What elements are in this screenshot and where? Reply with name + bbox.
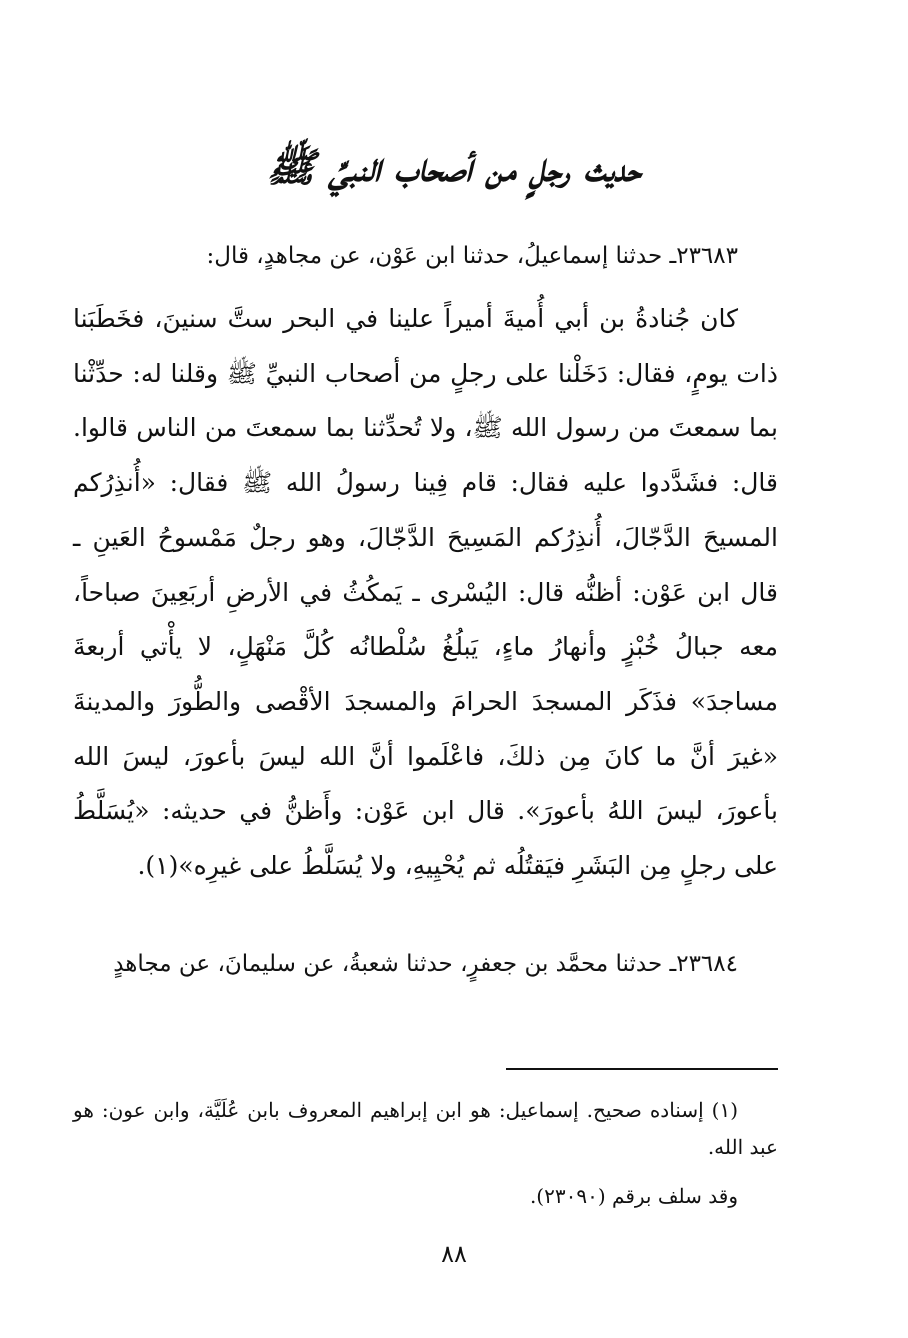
hadith-23683-isnad-text: ٢٣٦٨٣ـ حدثنا إسماعيلُ، حدثنا ابن عَوْن، عن مجاهدٍ، قال: <box>206 243 738 269</box>
page-number: ٨٨ <box>441 1240 467 1268</box>
footnotes <box>73 1092 778 1215</box>
footnote-1-reference-text: وقد سلف برقم (٢٣٠٩٠). <box>529 1184 738 1208</box>
footnote-1-reference <box>73 1178 778 1215</box>
hadith-23683-isnad <box>73 238 778 274</box>
footnote-1-text: (١) إسناده صحيح. إسماعيل: هو ابن إبراهيم المعروف بابن عُلَيَّة، وابن عون: هو عبد الله. <box>73 1098 778 1159</box>
section-title: حديث رجلٍ من أصحاب النبيِّ ﷺ <box>266 145 642 191</box>
hadith-23684-isnad <box>73 944 778 984</box>
footnote-separator <box>506 1068 778 1070</box>
footnote-1 <box>73 1092 778 1166</box>
hadith-23684-isnad-text: ٢٣٦٨٤ـ حدثنا محمَّد بن جعفرٍ، حدثنا شعبةُ، عن سليمانَ، عن مجاهدٍ <box>113 951 738 977</box>
hadith-23683-matn-text: كان جُنادةُ بن أبي أُميةَ أميراً علينا في البحر ستَّ سنينَ، فخَطَبَنا ذات يومٍ، فقال: دَخَلْنا على رجلٍ من أصحاب النبيِّ ﷺ وقلنا له: حدِّثْنا بما سمعتَ من رسول الله ﷺ، ولا تُحدِّثنا بما سمعتَ من الناس قالوا. قال: فشَدَّدوا عليه فقال: قام فِينا رسولُ الله ﷺ فقال: «أُنذِرُكم المسيحَ الدَّجّالَ، أُنذِرُكم المَسِيحَ الدَّجّالَ، وهو رجلٌ مَمْسوحُ العَينِ ـ قال ابن عَوْن: أظنُّه قال: اليُسْرى ـ يَمكُثُ في الأرضِ أربَعِينَ صباحاً، معه جبالُ خُبْزٍ وأنهارُ ماءٍ، يَبلُغُ سُلْطانُه كُلَّ مَنْهَلٍ، لا يأْتي أربعةَ مساجدَ» فذَكَر المسجدَ الحرامَ والمسجدَ الأقْصى والطُّورَ والمدينةَ «غيرَ أنَّ ما كانَ مِن ذلكَ، فاعْلَموا أنَّ الله ليسَ بأعورَ، ليسَ الله بأعورَ، ليسَ اللهُ بأعورَ». قال ابن عَوْن: وأَظنُّ في حديثه: «يُسَلَّطُ على رجلٍ مِن البَشَرِ فيَقتُلُه ثم يُحْيِيهِ، ولا يُسَلَّطُ على غيرِه»(١). <box>73 304 778 881</box>
hadith-23683-matn <box>73 292 778 894</box>
